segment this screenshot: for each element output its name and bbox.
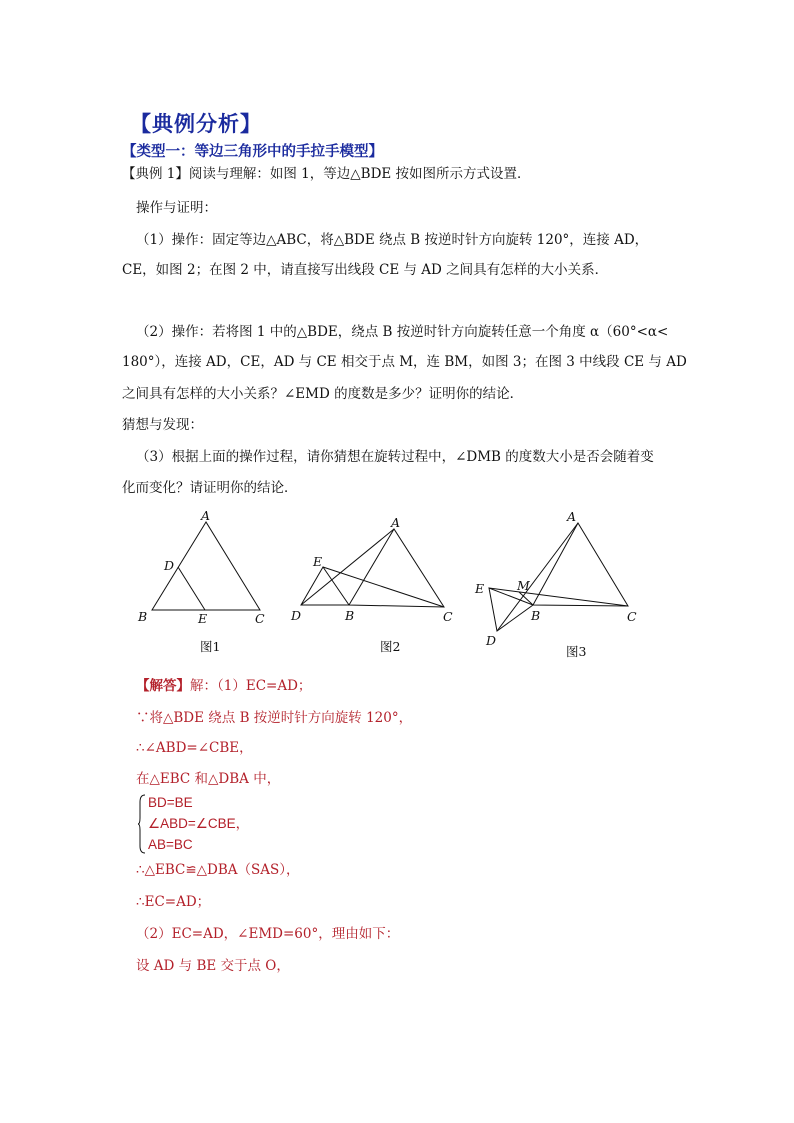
problem-line-4: CE，如图 2；在图 2 中，请直接写出线段 CE 与 AD 之间具有怎样的大小关系． [122,262,609,278]
figure-2 [290,515,453,654]
solution-line-5: ∴△EBC≌△DBA（SAS）， [136,862,300,878]
fig2-label-d: D [291,608,302,623]
system-eq-2: ∠ABD=∠CBE， [148,816,250,831]
problem-line-10: 化而变化？请证明你的结论． [122,480,298,496]
fig3-label-e: E [475,581,485,596]
fig3-triangle-abc [533,523,628,606]
fig2-segment-ad [301,529,394,605]
fig3-label-b: B [531,608,541,623]
problem-line-8: 猜想与发现： [122,417,203,433]
system-eq-1: BD=BE [148,795,193,810]
fig3-segment-ce [489,588,628,606]
fig3-label-c: C [627,609,637,624]
fig2-segment-ce [323,567,444,607]
solution-intro: 【解答】 [136,678,190,694]
problem-line-3: （1）操作：固定等边△ABC，将△BDE 绕点 B 按逆时针方向旋转 120°，连接 AD， [136,232,649,248]
fig1-label-a: A [201,508,211,523]
solution-line-6: ∴EC=AD； [136,894,211,910]
system-brace [138,794,146,854]
solution-line-3: ∴∠ABD=∠CBE， [136,740,253,756]
fig1-label-b: B [138,609,148,624]
figure-1 [137,508,265,654]
problem-line-9: （3）根据上面的操作过程，请你猜想在旋转过程中，∠DMB 的度数大小是否会随着变 [136,449,654,465]
fig3-segment-bm [519,592,533,605]
fig1-label-e: E [198,611,208,626]
fig2-triangle-abc [349,529,444,607]
problem-line-1: 【典例 1】阅读与理解：如图 1，等边△BDE 按如图所示方式设置． [122,166,531,182]
solution-line-8: 设 AD 与 BE 交于点 O， [136,958,290,974]
problem-line-5: （2）操作：若将图 1 中的△BDE，绕点 B 按逆时针方向旋转任意一个角度 α（60°<α< [136,324,669,340]
figure-3 [474,509,637,659]
fig1-segment-de [178,567,205,610]
solution-answer-1: 解：（1）EC=AD； [190,678,312,694]
solution-line-2: ∵将△BDE 绕点 B 按逆时针方向旋转 120°， [136,710,413,726]
fig2-caption: 图2 [380,639,401,654]
fig3-caption: 图3 [566,644,587,659]
fig1-triangle-abc [152,522,260,610]
fig2-label-e: E [313,554,323,569]
system-eq-3: AB=BC [148,837,193,852]
solution-line-7: （2）EC=AD，∠EMD=60°，理由如下： [136,926,400,942]
fig3-label-m: M [517,578,530,593]
brace-icon [138,794,146,854]
fig1-caption: 图1 [200,639,221,654]
fig3-segment-ad [497,523,578,631]
type-heading: 【类型一：等边三角形中的手拉手模型】 [122,143,383,160]
fig1-label-d: D [164,558,175,573]
fig3-label-a: A [567,509,577,524]
solution-line-4: 在△EBC 和△DBA 中， [136,771,281,787]
problem-line-2: 操作与证明： [136,200,217,216]
fig2-triangle-bde [301,567,349,605]
fig3-label-d: D [486,633,497,648]
fig2-label-b: B [345,608,355,623]
solution-line-1 [136,678,311,694]
fig2-label-a: A [391,515,401,530]
fig1-label-c: C [255,611,265,626]
fig3-triangle-bde [489,588,533,631]
fig2-label-c: C [443,609,453,624]
problem-line-7: 之间具有怎样的大小关系？∠EMD 的度数是多少？证明你的结论． [122,386,524,402]
section-title: 【典例分析】 [130,111,262,136]
problem-line-6: 180°），连接 AD，CE，AD 与 CE 相交于点 M，连 BM，如图 3；在图 3 中线段 CE 与 AD [122,354,687,370]
